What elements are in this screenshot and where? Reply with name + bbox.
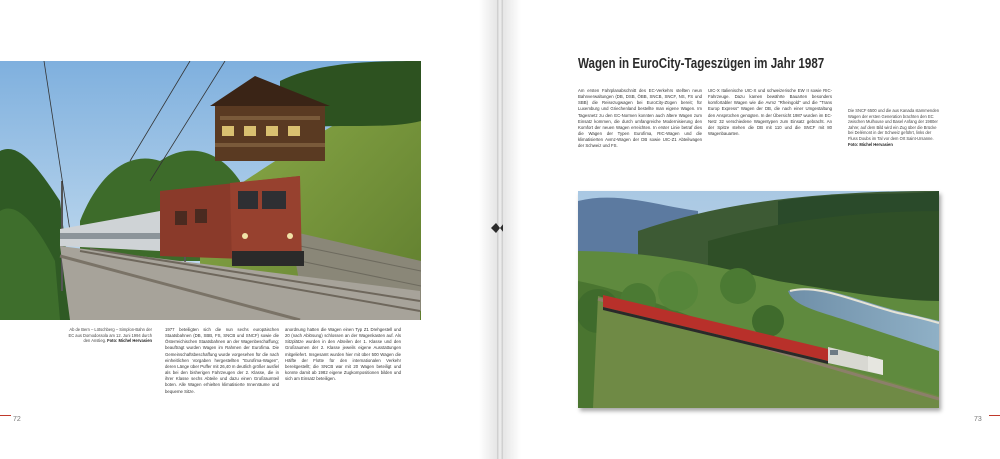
left-text-column-1: 1977 beteiligten sich die nun sechs europäischen Staatsbahnen (DB, SBB, FS, SNCB und SNCF) sowie die Österreichischen Staatsbahnen an der Wagenbeschaffung; beauftragt wurden Wagen im Rahmen der Eurofima. Die Gemeinschaftsbeschaffung wurde vorgesehen für die nach einheitlichen Vorgaben hergestellten "Eurofima-Wagen", deren Länge über Puffer mit 26,40 m deutlich größer ausfiel als bei den bisherigen Fahrzeugen der 2. Klasse, die in ihrer Klasse sechs Abteile und dazu einen Großraumteil boten. Alle Wagen erhielten klimatisierte Innenräume und bequeme Sitze.: [165, 327, 279, 394]
right-gutter-shadow: [503, 0, 521, 459]
page-number-right: 73: [974, 416, 982, 423]
page-number-rule: [989, 415, 1000, 416]
page-number-rule: [0, 415, 11, 416]
caption-text: Ab de Bern – Lötschberg – Simplon-Bahn der EC aus Domodossola am 12. Juni 1994 durch den Anstieg.: [68, 327, 152, 344]
article-title: Wagen in EuroCity-Tageszügen im Jahr 1987: [578, 56, 825, 72]
left-text-column-2: anordnung hatten die Wagen einen Typ Z1 Drehgestell und 20 (nach Ablösung) schlossen an der Wagenkasten auf. Als Sitzplätze wurden in den Abteilen der 1. Klasse und den Großraumen der 2. Klasse jeweils eigene Ausstattungen mitgeliefert. Insgesamt wurden hier mit über 500 Wagen die Hälfte der Flotte für den internationalen Verkehr bereitgestellt; die SNCB war mit 20 Wagen beteiligt und konnte damit ab 1982 eigene Zugkompositionen bilden und sich am Einsatz beteiligen.: [285, 327, 401, 382]
left-photo: [0, 61, 421, 320]
left-photo-caption: [66, 327, 152, 344]
caption-credit: Foto: Michel Hervasien: [848, 141, 893, 147]
page-number-left: 72: [13, 416, 21, 423]
right-photo-caption: [848, 108, 940, 147]
left-page: [0, 0, 497, 459]
right-photo: [578, 191, 939, 408]
caption-text: Die SNCF 6500 und die aus Kanada stammenden Wagen der ersten Generation brachten den EC zwischen Mulhouse und Basel Anfang der 1980er Jahre; auf dem Bild wird ein Zug über die Brücke bei Delémont in der Schweiz geführt, links der Fluss Doubs im Tal vor dem Ort Saint-Ursanne.: [848, 108, 940, 141]
caption-credit: Foto: Michel Hervasien: [107, 338, 152, 344]
right-text-column-2: UIC-X Italienische UIC-X und schweizerische EW II sowie RIC-Fahrzeuge. Dazu kamen bewährte Bauarten besonders komfortabler Wagen wie die Avmz "Rheingold" und die "Trans Europ Express" Wagen der DB, die nach einer Umgestaltung den Ansprüchen genügten. In der Übersicht 1987 wurden im EC-Netz 32 verschiedene Wagentypen zum Einsatz gebracht. An der Spitze stehen die DB mit 110 und die SNCF mit 80 Wagenbauarten.: [708, 88, 832, 137]
right-text-column-1: Am ersten Fahrplanabschnitt des EC-Verkehrs stellten neun Bahnverwaltungen (DB, DSB, ÖBB, SNCB, SNCF, NS, FS und SBB) die Reisezugwagen bei EuroCity-Zügen bereit; für Luxemburg und Griechenland bestellte man eigene Wagen. Im Tagesnetz zu den EC-Normen konnten auch ältere Wagen zum Einsatz kommen, die durch umfangreiche Modernisierung den Komfort der neuen Wagen erreichten. In erster Linie betraf dies die Wagen der Typen Eurofima, RIC-Wagen und die klimatisierten Avmz-Wagen der DB sowie UIC-Z1 Abteilwagen der Schweiz und FS.: [578, 88, 702, 149]
